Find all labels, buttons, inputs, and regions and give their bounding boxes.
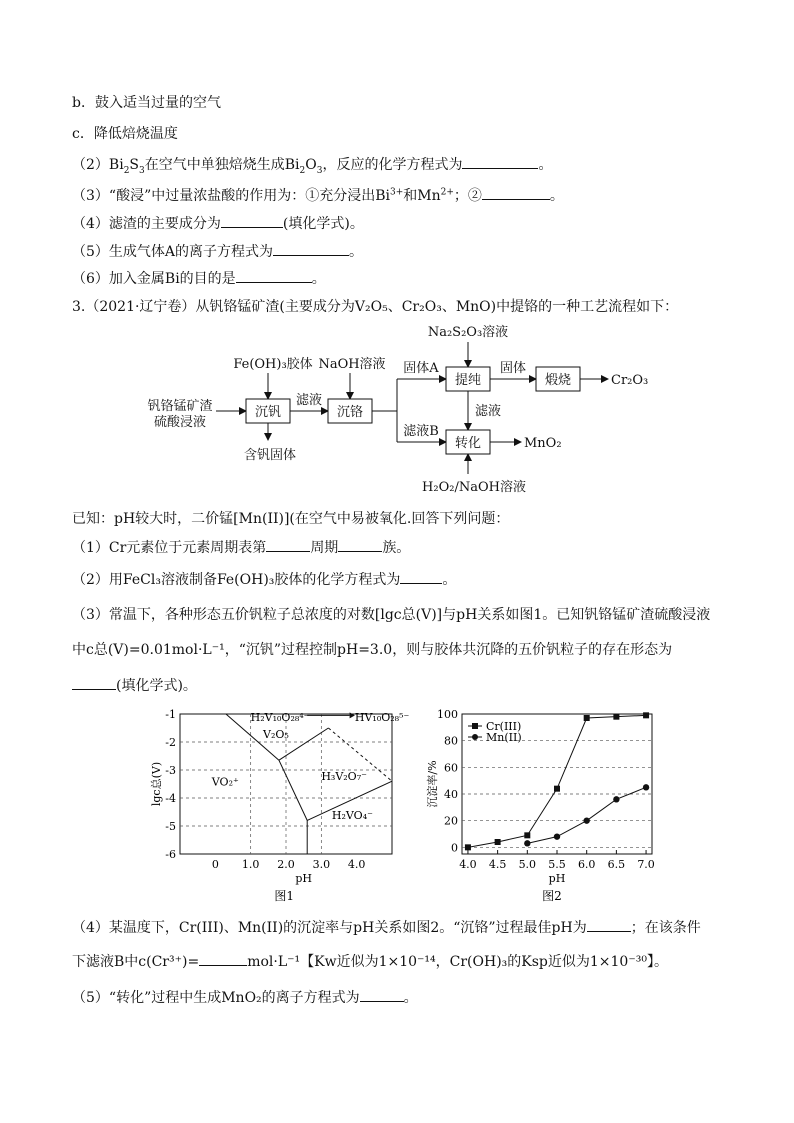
series-line bbox=[527, 787, 646, 843]
answer-blank[interactable] bbox=[273, 241, 349, 256]
question-5: （5）生成气体A的离子方程式为 。 bbox=[72, 241, 363, 262]
flow-box-label: 煅烧 bbox=[544, 373, 572, 388]
answer-blank[interactable] bbox=[199, 951, 247, 966]
data-point-circle bbox=[643, 784, 649, 790]
flow-box-label: 沉铬 bbox=[336, 405, 364, 420]
y-tick-label: -3 bbox=[165, 764, 176, 777]
sub-question-1: （1）Cr元素位于元素周期表第 周期 族。 bbox=[72, 537, 410, 558]
x-tick-label: 1.0 bbox=[241, 858, 260, 871]
region-label: V₂O₅ bbox=[263, 727, 289, 741]
answer-blank[interactable] bbox=[360, 987, 404, 1002]
region-label: H₃V₂O₇⁻ bbox=[321, 769, 367, 783]
x-tick-label: 5.5 bbox=[548, 858, 566, 871]
y-tick-label: -4 bbox=[165, 792, 176, 805]
data-point-circle bbox=[613, 796, 619, 802]
option-c: c．降低焙烧温度 bbox=[72, 126, 178, 142]
sub-question-5: （5）“转化”过程中生成MnO₂的离子方程式为 。 bbox=[72, 987, 418, 1008]
question-3: （3）“酸浸”中过量浓盐酸的作用为：①充分浸出$Bi^{3+}$和$Mn^{2+}$；② 。 bbox=[72, 185, 564, 206]
sub-question-4-line1: （4）某温度下，Cr(III)、Mn(II)的沉淀率与pH关系如图2。“沉铬”过程最佳pH为 ；在该条件 bbox=[72, 917, 701, 938]
sub-question-3-line1: （3）常温下，各种形态五价钒粒子总浓度的对数[lgc总(V)]与pH关系如图1。已知钒铬锰矿渣硫酸浸液 bbox=[72, 607, 711, 623]
option-b: b．鼓入适当过量的空气 bbox=[72, 95, 221, 111]
y-axis-label: lgc总(V) bbox=[150, 761, 163, 807]
region-label: H₂VO₄⁻ bbox=[331, 809, 373, 822]
flow-box-label: 转化 bbox=[454, 436, 482, 451]
region-label: HV₁₀O₂₈⁵⁻ bbox=[354, 711, 410, 724]
y-tick-label: -6 bbox=[165, 848, 176, 861]
x-tick-label: 4.0 bbox=[459, 858, 477, 871]
answer-blank[interactable] bbox=[462, 154, 538, 169]
x-tick-label: 7.0 bbox=[637, 858, 655, 871]
flow-reagent: H₂O₂/NaOH溶液 bbox=[422, 480, 526, 495]
answer-blank[interactable] bbox=[72, 675, 116, 690]
sub-question-3-line2: 中c总(V)=0.01mol·L⁻¹，“沉钒”过程控制pH=3.0，则与胶体共沉降的五价钒粒子的存在形态为 bbox=[72, 642, 673, 658]
y-tick-label: 20 bbox=[444, 814, 458, 828]
legend-label: Mn(II) bbox=[486, 731, 522, 744]
data-point-square bbox=[524, 832, 530, 838]
y-tick-label: -2 bbox=[165, 736, 176, 749]
x-tick-label: 6.5 bbox=[607, 858, 626, 871]
data-point-square bbox=[613, 714, 619, 720]
x-tick-label: 5.0 bbox=[518, 858, 537, 871]
flow-stream-label: 滤液 bbox=[475, 404, 502, 419]
flow-product: Cr₂O₃ bbox=[611, 373, 649, 388]
data-point-square bbox=[554, 786, 560, 792]
legend-label: Cr(III) bbox=[486, 720, 522, 733]
y-tick-label: -5 bbox=[165, 820, 176, 833]
flow-reagent: Fe(OH)₃胶体 bbox=[233, 357, 313, 372]
region-label: VO₂⁺ bbox=[211, 775, 239, 789]
x-axis-label: pH bbox=[295, 872, 312, 885]
flow-feed: 硫酸浸液 bbox=[153, 415, 207, 430]
x-tick-label: 4.5 bbox=[488, 858, 507, 871]
data-point-square bbox=[465, 844, 471, 850]
x-tick-label: 2.0 bbox=[277, 858, 295, 871]
x-tick-label: 4.0 bbox=[347, 858, 366, 871]
y-tick-label: -1 bbox=[165, 708, 176, 721]
process-flow-diagram bbox=[0, 322, 794, 502]
x-tick-label: 3.0 bbox=[312, 858, 331, 871]
x-tick-label: 6.0 bbox=[577, 858, 596, 871]
y-axis-label: 沉淀率/% bbox=[426, 760, 439, 808]
flow-output: 含钒固体 bbox=[243, 448, 297, 463]
sub-question-4-line2: 下滤液B中c(Cr³⁺)= mol·L⁻¹【Kw近似为1×10⁻¹⁴，Cr(OH)₃的Ksp近似为1×10⁻³⁰】。 bbox=[72, 951, 668, 972]
flow-stream-label: 滤液B bbox=[403, 424, 439, 439]
answer-blank[interactable] bbox=[221, 213, 283, 228]
region-label: H₂V₁₀O₂₈⁴⁻ bbox=[250, 711, 310, 724]
flow-stream-label: 滤液 bbox=[295, 393, 323, 408]
y-tick-label: 80 bbox=[444, 734, 458, 748]
flow-reagent: Na₂S₂O₃溶液 bbox=[427, 325, 509, 340]
answer-blank[interactable] bbox=[587, 917, 631, 932]
question-2: $(2)Bi_2S_3$在空气中单独焙烧生成$Bi_2O_3$，反应的化学方程式为 。 bbox=[72, 154, 552, 175]
answer-blank[interactable] bbox=[266, 537, 310, 552]
figure-1-speciation-diagram bbox=[150, 706, 410, 906]
flow-box-label: 提纯 bbox=[454, 373, 482, 388]
answer-blank[interactable] bbox=[236, 268, 312, 283]
flow-stream-label: 固体 bbox=[499, 361, 527, 376]
legend-marker bbox=[472, 734, 478, 740]
flow-feed: 钒铬锰矿渣 bbox=[147, 399, 213, 414]
answer-blank[interactable] bbox=[400, 569, 442, 584]
y-tick-label: 40 bbox=[444, 788, 458, 801]
y-tick-label: 100 bbox=[437, 708, 458, 721]
question-4: （4）滤渣的主要成分为 (填化学式)。 bbox=[72, 213, 364, 234]
question-6: （6）加入金属Bi的目的是 。 bbox=[72, 268, 326, 289]
figure-caption: 图1 bbox=[274, 889, 295, 903]
flow-product: MnO₂ bbox=[524, 436, 562, 451]
flow-box-label: 沉钒 bbox=[254, 405, 282, 420]
data-point-square bbox=[495, 839, 501, 845]
figure-2-precipitation-chart bbox=[416, 706, 666, 906]
x-axis-label: pH bbox=[548, 872, 566, 885]
data-point-square bbox=[643, 712, 649, 718]
flow-reagent: NaOH溶液 bbox=[318, 357, 386, 372]
sub-question-3-line3: (填化学式)。 bbox=[72, 675, 197, 696]
legend-marker bbox=[472, 723, 478, 729]
answer-blank[interactable] bbox=[338, 537, 382, 552]
flow-stream-label: 固体A bbox=[403, 361, 439, 376]
data-point-circle bbox=[524, 840, 530, 846]
figure-caption: 图2 bbox=[542, 889, 562, 903]
answer-blank[interactable] bbox=[482, 185, 550, 200]
problem-3-stem: 3.（2021·辽宁卷）从钒铬锰矿渣(主要成分为V₂O₅、Cr₂O₃、MnO)中提铬的一种工艺流程如下： bbox=[72, 299, 679, 315]
data-point-circle bbox=[554, 833, 560, 839]
phase-boundary bbox=[279, 760, 307, 820]
data-point-circle bbox=[583, 817, 589, 823]
y-tick-label: 0 bbox=[451, 841, 458, 855]
data-point-square bbox=[584, 715, 590, 721]
known-condition: 已知：pH较大时，二价锰[Mn(II)](在空气中易被氧化.回答下列问题： bbox=[72, 511, 510, 527]
sub-question-2: （2）用FeCl₃溶液制备Fe(OH)₃胶体的化学方程式为 。 bbox=[72, 569, 456, 590]
x-tick-label: 0 bbox=[211, 858, 219, 871]
y-tick-label: 60 bbox=[444, 761, 458, 775]
